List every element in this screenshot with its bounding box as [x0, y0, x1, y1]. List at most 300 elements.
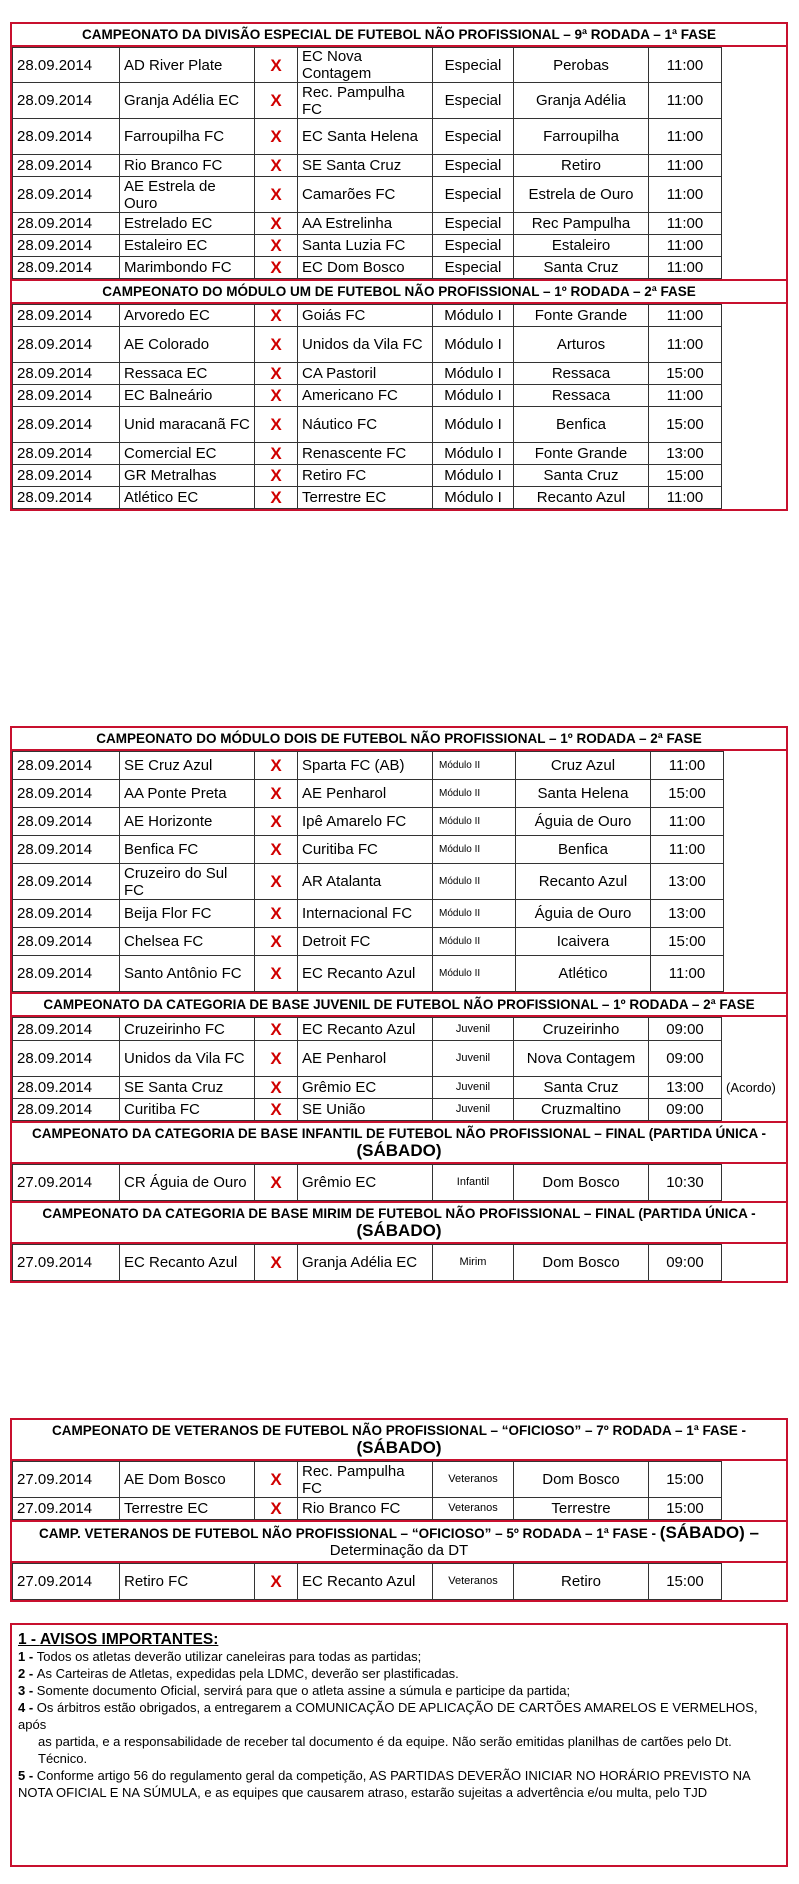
- kickoff-time: 11:00: [649, 177, 722, 213]
- versus-mark: X: [255, 487, 298, 509]
- home-team: AD River Plate: [120, 48, 255, 83]
- kickoff-time: 09:00: [649, 1099, 722, 1121]
- kickoff-time: 11:00: [649, 119, 722, 155]
- match-date: 28.09.2014: [13, 363, 120, 385]
- match-row: [13, 928, 787, 956]
- venue: Icaivera: [516, 928, 651, 956]
- versus-mark: X: [255, 956, 298, 992]
- home-team: Atlético EC: [120, 487, 255, 509]
- section-title-mirim-day: (SÁBADO): [356, 1221, 442, 1240]
- match-note: [722, 305, 787, 327]
- match-row: [13, 155, 787, 177]
- kickoff-time: 15:00: [649, 1564, 722, 1600]
- home-team: Cruzeirinho FC: [120, 1018, 255, 1041]
- versus-mark: X: [255, 155, 298, 177]
- venue: Retiro: [514, 1564, 649, 1600]
- away-team: Retiro FC: [298, 465, 433, 487]
- home-team: Comercial EC: [120, 443, 255, 465]
- venue: Dom Bosco: [514, 1245, 649, 1281]
- away-team: EC Santa Helena: [298, 119, 433, 155]
- venue: Santa Cruz: [514, 257, 649, 279]
- away-team: AE Penharol: [298, 1041, 433, 1077]
- category: Infantil: [433, 1165, 514, 1201]
- notes-item: [18, 1767, 780, 1801]
- category: Módulo I: [433, 327, 514, 363]
- home-team: Unidos da Vila FC: [120, 1041, 255, 1077]
- away-team: Rio Branco FC: [298, 1498, 433, 1520]
- venue: Cruzeirinho: [514, 1018, 649, 1041]
- match-date: 28.09.2014: [13, 808, 120, 836]
- match-note: [722, 1165, 787, 1201]
- venue: Arturos: [514, 327, 649, 363]
- kickoff-time: 13:00: [649, 443, 722, 465]
- match-note: [722, 487, 787, 509]
- match-date: 28.09.2014: [13, 487, 120, 509]
- venue: Retiro: [514, 155, 649, 177]
- match-row: [13, 864, 787, 900]
- notes-box: [10, 1623, 788, 1867]
- match-note: [722, 177, 787, 213]
- match-note: [722, 1245, 787, 1281]
- match-note: [722, 83, 787, 119]
- versus-mark: X: [255, 177, 298, 213]
- section-title-veteranos-7: [12, 1420, 786, 1461]
- kickoff-time: 15:00: [649, 1498, 722, 1520]
- venue: Benfica: [516, 836, 651, 864]
- category: Módulo II: [433, 836, 516, 864]
- versus-mark: X: [255, 363, 298, 385]
- kickoff-time: 11:00: [649, 385, 722, 407]
- match-date: 27.09.2014: [13, 1498, 120, 1520]
- match-date: 28.09.2014: [13, 1041, 120, 1077]
- home-team: Marimbondo FC: [120, 257, 255, 279]
- away-team: EC Dom Bosco: [298, 257, 433, 279]
- section-title-modulo-dois: CAMPEONATO DO MÓDULO DOIS DE FUTEBOL NÃO PROFISSIONAL – 1º RODADA – 2ª FASE: [12, 728, 786, 751]
- table-veteranos-5: [12, 1563, 786, 1600]
- match-date: 28.09.2014: [13, 305, 120, 327]
- match-date: 28.09.2014: [13, 83, 120, 119]
- versus-mark: X: [255, 1462, 298, 1498]
- away-team: AA Estrelinha: [298, 213, 433, 235]
- match-note: [722, 1498, 787, 1520]
- match-date: 28.09.2014: [13, 385, 120, 407]
- match-note: [722, 1462, 787, 1498]
- category: Veteranos: [433, 1462, 514, 1498]
- match-row: [13, 363, 787, 385]
- match-note: [722, 1041, 787, 1077]
- category: Veteranos: [433, 1498, 514, 1520]
- match-row: [13, 443, 787, 465]
- match-note: [722, 257, 787, 279]
- match-row: [13, 1498, 787, 1520]
- kickoff-time: 15:00: [649, 363, 722, 385]
- home-team: Santo Antônio FC: [120, 956, 255, 992]
- venue: Recanto Azul: [516, 864, 651, 900]
- kickoff-time: 11:00: [651, 808, 724, 836]
- venue: Santa Cruz: [514, 465, 649, 487]
- kickoff-time: 11:00: [651, 836, 724, 864]
- venue: Fonte Grande: [514, 443, 649, 465]
- venue: Dom Bosco: [514, 1462, 649, 1498]
- kickoff-time: 11:00: [651, 752, 724, 780]
- versus-mark: X: [255, 257, 298, 279]
- home-team: AE Dom Bosco: [120, 1462, 255, 1498]
- home-team: AA Ponte Preta: [120, 780, 255, 808]
- section-title-veteranos-5: [12, 1520, 786, 1563]
- notes-item-number: 5 -: [18, 1768, 37, 1783]
- notes-item-number: 3 -: [18, 1683, 37, 1698]
- versus-mark: X: [255, 1018, 298, 1041]
- match-row: [13, 305, 787, 327]
- block-veteranos: [10, 1418, 788, 1602]
- section-title-mirim: [12, 1201, 786, 1244]
- match-note: [722, 407, 787, 443]
- notes-title: [18, 1631, 780, 1648]
- match-date: 28.09.2014: [13, 443, 120, 465]
- match-date: 28.09.2014: [13, 1018, 120, 1041]
- match-date: 28.09.2014: [13, 155, 120, 177]
- versus-mark: X: [255, 1498, 298, 1520]
- venue: Recanto Azul: [514, 487, 649, 509]
- away-team: EC Recanto Azul: [298, 1018, 433, 1041]
- category: Juvenil: [433, 1018, 514, 1041]
- match-note: (Acordo): [722, 1077, 787, 1099]
- section-title-veteranos-5-tail: Determinação da DT: [329, 1542, 469, 1559]
- match-date: 28.09.2014: [13, 235, 120, 257]
- away-team: SE Santa Cruz: [298, 155, 433, 177]
- home-team: Retiro FC: [120, 1564, 255, 1600]
- category: Módulo I: [433, 487, 514, 509]
- section-title-infantil-day: (SÁBADO): [356, 1141, 442, 1160]
- match-row: [13, 1099, 787, 1121]
- venue: Santa Helena: [516, 780, 651, 808]
- category: Especial: [433, 177, 514, 213]
- notes-item: [18, 1682, 780, 1699]
- section-title-veteranos-7-text: CAMPEONATO DE VETERANOS DE FUTEBOL NÃO PROFISSIONAL – “OFICIOSO” – 7º RODADA – 1ª FASE -: [51, 1423, 747, 1438]
- kickoff-time: 11:00: [649, 155, 722, 177]
- home-team: Terrestre EC: [120, 1498, 255, 1520]
- home-team: Curitiba FC: [120, 1099, 255, 1121]
- versus-mark: X: [255, 780, 298, 808]
- home-team: Ressaca EC: [120, 363, 255, 385]
- home-team: Beija Flor FC: [120, 900, 255, 928]
- away-team: Santa Luzia FC: [298, 235, 433, 257]
- match-date: 28.09.2014: [13, 257, 120, 279]
- notes-item-text: Os árbitros estão obrigados, a entregarem a COMUNICAÇÃO DE APLICAÇÃO DE CARTÕES AMARELOS E VERMELHOS, após: [18, 1700, 758, 1732]
- notes-item-number: 2 -: [18, 1666, 37, 1681]
- away-team: EC Nova Contagem: [298, 48, 433, 83]
- away-team: Terrestre EC: [298, 487, 433, 509]
- kickoff-time: 15:00: [651, 928, 724, 956]
- match-note: [724, 752, 787, 780]
- match-date: 28.09.2014: [13, 900, 120, 928]
- venue: Águia de Ouro: [516, 808, 651, 836]
- match-row: [13, 1564, 787, 1600]
- versus-mark: X: [255, 385, 298, 407]
- table-modulo-dois: [12, 751, 786, 992]
- versus-mark: X: [255, 213, 298, 235]
- match-date: 27.09.2014: [13, 1245, 120, 1281]
- match-date: 28.09.2014: [13, 928, 120, 956]
- match-note: [724, 900, 787, 928]
- versus-mark: X: [255, 1099, 298, 1121]
- away-team: Sparta FC (AB): [298, 752, 433, 780]
- versus-mark: X: [255, 928, 298, 956]
- match-row: [13, 956, 787, 992]
- venue: Santa Cruz: [514, 1077, 649, 1099]
- match-note: [722, 119, 787, 155]
- venue: Granja Adélia: [514, 83, 649, 119]
- category: Juvenil: [433, 1099, 514, 1121]
- notes-title-text: AVISOS IMPORTANTES:: [39, 1631, 219, 1648]
- venue: Águia de Ouro: [516, 900, 651, 928]
- away-team: Detroit FC: [298, 928, 433, 956]
- section-title-infantil: [12, 1121, 786, 1164]
- venue: Rec Pampulha: [514, 213, 649, 235]
- home-team: Farroupilha FC: [120, 119, 255, 155]
- category: Módulo II: [433, 956, 516, 992]
- section-title-infantil-text: CAMPEONATO DA CATEGORIA DE BASE INFANTIL DE FUTEBOL NÃO PROFISSIONAL – FINAL (PARTIDA ÚNICA -: [31, 1126, 767, 1141]
- category: Módulo II: [433, 864, 516, 900]
- match-row: [13, 213, 787, 235]
- away-team: Granja Adélia EC: [298, 1245, 433, 1281]
- notes-item: [18, 1699, 780, 1733]
- away-team: Curitiba FC: [298, 836, 433, 864]
- notes-item: [18, 1648, 780, 1665]
- match-date: 28.09.2014: [13, 1077, 120, 1099]
- kickoff-time: 15:00: [649, 1462, 722, 1498]
- home-team: Unid maracanã FC: [120, 407, 255, 443]
- match-row: [13, 487, 787, 509]
- category: Especial: [433, 213, 514, 235]
- category: Módulo I: [433, 305, 514, 327]
- match-date: 28.09.2014: [13, 956, 120, 992]
- block-modulo-dois-base: [10, 726, 788, 1283]
- match-date: 28.09.2014: [13, 752, 120, 780]
- table-especial: [12, 47, 786, 279]
- category: Juvenil: [433, 1077, 514, 1099]
- match-date: 28.09.2014: [13, 864, 120, 900]
- match-note: [722, 385, 787, 407]
- match-date: 28.09.2014: [13, 780, 120, 808]
- venue: Dom Bosco: [514, 1165, 649, 1201]
- away-team: Internacional FC: [298, 900, 433, 928]
- match-date: 27.09.2014: [13, 1165, 120, 1201]
- match-note: [722, 1099, 787, 1121]
- category: Módulo II: [433, 928, 516, 956]
- home-team: GR Metralhas: [120, 465, 255, 487]
- home-team: SE Cruz Azul: [120, 752, 255, 780]
- home-team: Estrelado EC: [120, 213, 255, 235]
- versus-mark: X: [255, 465, 298, 487]
- match-date: 27.09.2014: [13, 1462, 120, 1498]
- versus-mark: X: [255, 1041, 298, 1077]
- kickoff-time: 15:00: [649, 465, 722, 487]
- away-team: Ipê Amarelo FC: [298, 808, 433, 836]
- venue: Estrela de Ouro: [514, 177, 649, 213]
- kickoff-time: 10:30: [649, 1165, 722, 1201]
- section-title-veteranos-7-day: (SÁBADO): [356, 1438, 442, 1457]
- match-note: [724, 956, 787, 992]
- away-team: Americano FC: [298, 385, 433, 407]
- versus-mark: X: [255, 1245, 298, 1281]
- versus-mark: X: [255, 443, 298, 465]
- section-title-mirim-text: CAMPEONATO DA CATEGORIA DE BASE MIRIM DE FUTEBOL NÃO PROFISSIONAL – FINAL (PARTIDA ÚNICA -: [42, 1206, 756, 1221]
- match-row: [13, 780, 787, 808]
- notes-list: [18, 1648, 780, 1801]
- notes-item: [18, 1733, 780, 1767]
- venue: Perobas: [514, 48, 649, 83]
- notes-title-number: 1 -: [18, 1631, 40, 1648]
- match-note: [722, 1564, 787, 1600]
- versus-mark: X: [255, 864, 298, 900]
- match-row: [13, 257, 787, 279]
- match-row: [13, 48, 787, 83]
- kickoff-time: 11:00: [649, 327, 722, 363]
- category: Veteranos: [433, 1564, 514, 1600]
- match-note: [724, 864, 787, 900]
- table-modulo-um: [12, 304, 786, 509]
- match-row: [13, 177, 787, 213]
- away-team: EC Recanto Azul: [298, 956, 433, 992]
- away-team: AR Atalanta: [298, 864, 433, 900]
- home-team: CR Águia de Ouro: [120, 1165, 255, 1201]
- category: Especial: [433, 155, 514, 177]
- venue: Fonte Grande: [514, 305, 649, 327]
- match-date: 28.09.2014: [13, 327, 120, 363]
- away-team: Unidos da Vila FC: [298, 327, 433, 363]
- kickoff-time: 11:00: [649, 235, 722, 257]
- versus-mark: X: [255, 836, 298, 864]
- home-team: AE Estrela de Ouro: [120, 177, 255, 213]
- match-note: [722, 1018, 787, 1041]
- match-date: 28.09.2014: [13, 1099, 120, 1121]
- match-note: [724, 808, 787, 836]
- match-date: 28.09.2014: [13, 119, 120, 155]
- match-row: [13, 407, 787, 443]
- kickoff-time: 09:00: [649, 1245, 722, 1281]
- versus-mark: X: [255, 1077, 298, 1099]
- venue: Farroupilha: [514, 119, 649, 155]
- away-team: Grêmio EC: [298, 1077, 433, 1099]
- home-team: Cruzeiro do Sul FC: [120, 864, 255, 900]
- away-team: AE Penharol: [298, 780, 433, 808]
- table-veteranos-7: [12, 1461, 786, 1520]
- match-row: [13, 83, 787, 119]
- versus-mark: X: [255, 327, 298, 363]
- versus-mark: X: [255, 1564, 298, 1600]
- category: Especial: [433, 257, 514, 279]
- venue: Nova Contagem: [514, 1041, 649, 1077]
- table-infantil: [12, 1164, 786, 1201]
- match-row: [13, 752, 787, 780]
- section-title-juvenil: CAMPEONATO DA CATEGORIA DE BASE JUVENIL DE FUTEBOL NÃO PROFISSIONAL – 1º RODADA – 2ª FASE: [12, 992, 786, 1017]
- kickoff-time: 11:00: [649, 487, 722, 509]
- category: Especial: [433, 83, 514, 119]
- home-team: Benfica FC: [120, 836, 255, 864]
- match-note: [724, 836, 787, 864]
- home-team: AE Horizonte: [120, 808, 255, 836]
- away-team: CA Pastoril: [298, 363, 433, 385]
- match-date: 28.09.2014: [13, 177, 120, 213]
- away-team: Renascente FC: [298, 443, 433, 465]
- category: Juvenil: [433, 1041, 514, 1077]
- table-mirim: [12, 1244, 786, 1281]
- notes-item-text: as partida, e a responsabilidade de receber tal documento é da equipe. Não serão emitidas planilhas de cartões pelo Dt. Técnico.: [38, 1734, 732, 1766]
- kickoff-time: 11:00: [649, 305, 722, 327]
- home-team: Granja Adélia EC: [120, 83, 255, 119]
- away-team: Rec. Pampulha FC: [298, 1462, 433, 1498]
- table-juvenil: [12, 1017, 786, 1121]
- category: Módulo II: [433, 780, 516, 808]
- venue: Ressaca: [514, 385, 649, 407]
- notes-item-text: As Carteiras de Atletas, expedidas pela LDMC, deverão ser plastificadas.: [36, 1666, 459, 1681]
- category: Especial: [433, 235, 514, 257]
- match-row: [13, 900, 787, 928]
- match-date: 28.09.2014: [13, 465, 120, 487]
- home-team: Rio Branco FC: [120, 155, 255, 177]
- home-team: EC Recanto Azul: [120, 1245, 255, 1281]
- away-team: Goiás FC: [298, 305, 433, 327]
- away-team: EC Recanto Azul: [298, 1564, 433, 1600]
- venue: Terrestre: [514, 1498, 649, 1520]
- versus-mark: X: [255, 235, 298, 257]
- kickoff-time: 13:00: [649, 1077, 722, 1099]
- match-row: [13, 119, 787, 155]
- notes-item-text: Conforme artigo 56 do regulamento geral da competição, AS PARTIDAS DEVERÃO INICIAR NO HORÁRIO PREVISTO NA NOTA OFICIAL E NA SÚMULA, e as equipes que causarem atraso, estarão sujeitas a advertência e/ou multa, pelo TJD: [18, 1768, 750, 1800]
- notes-item-text: Somente documento Oficial, servirá para que o atleta assine a súmula e participe da partida;: [36, 1683, 571, 1698]
- match-note: [722, 213, 787, 235]
- venue: Ressaca: [514, 363, 649, 385]
- venue: Estaleiro: [514, 235, 649, 257]
- match-note: [722, 363, 787, 385]
- match-row: [13, 808, 787, 836]
- category: Especial: [433, 119, 514, 155]
- category: Módulo I: [433, 385, 514, 407]
- block-especial-modulo-um: [10, 22, 788, 511]
- match-row: [13, 1165, 787, 1201]
- kickoff-time: 15:00: [649, 407, 722, 443]
- versus-mark: X: [255, 305, 298, 327]
- venue: Benfica: [514, 407, 649, 443]
- match-row: [13, 1018, 787, 1041]
- venue: Cruz Azul: [516, 752, 651, 780]
- section-title-especial: CAMPEONATO DA DIVISÃO ESPECIAL DE FUTEBOL NÃO PROFISSIONAL – 9ª RODADA – 1ª FASE: [12, 24, 786, 47]
- home-team: Estaleiro EC: [120, 235, 255, 257]
- away-team: Grêmio EC: [298, 1165, 433, 1201]
- section-title-modulo-um: CAMPEONATO DO MÓDULO UM DE FUTEBOL NÃO PROFISSIONAL – 1º RODADA – 2ª FASE: [12, 279, 786, 304]
- match-row: [13, 1041, 787, 1077]
- match-date: 27.09.2014: [13, 1564, 120, 1600]
- versus-mark: X: [255, 752, 298, 780]
- match-note: [722, 465, 787, 487]
- category: Especial: [433, 48, 514, 83]
- category: Módulo I: [433, 443, 514, 465]
- match-note: [722, 48, 787, 83]
- match-note: [722, 155, 787, 177]
- category: Módulo I: [433, 465, 514, 487]
- kickoff-time: 11:00: [651, 956, 724, 992]
- match-note: [722, 235, 787, 257]
- category: Módulo II: [433, 808, 516, 836]
- match-date: 28.09.2014: [13, 48, 120, 83]
- home-team: SE Santa Cruz: [120, 1077, 255, 1099]
- notes-item: [18, 1665, 780, 1682]
- home-team: AE Colorado: [120, 327, 255, 363]
- away-team: Náutico FC: [298, 407, 433, 443]
- match-row: [13, 1462, 787, 1498]
- away-team: SE União: [298, 1099, 433, 1121]
